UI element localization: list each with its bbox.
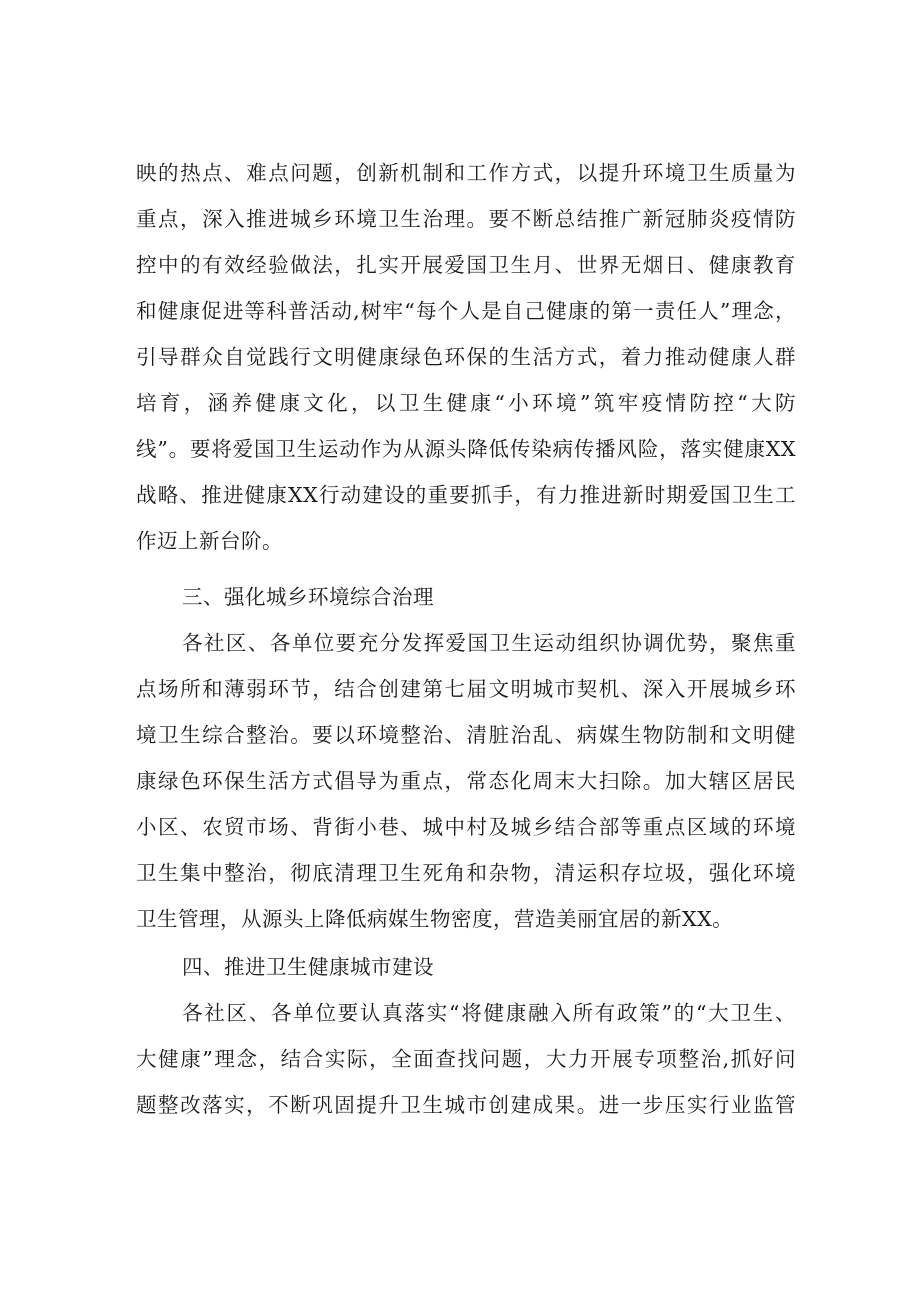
body-text-line: 卫生管理，从源头上降低病媒生物密度，营造美丽宜居的新XX。: [136, 907, 734, 931]
body-text-line: 卫生集中整治，彻底清理卫生死角和杂物，清运积存垃圾，强化环境: [136, 861, 796, 885]
body-text-line: 大健康”理念，结合实际，全面查找问题，大力开展专项整治,抓好问: [136, 1047, 796, 1071]
body-text-line: 培育，涵养健康文化，以卫生健康“小环境”筑牢疫情防控“大防: [136, 391, 796, 415]
section-heading-4: 四、推进卫生健康城市建设: [182, 955, 434, 979]
body-text-line: 题整改落实，不断巩固提升卫生城市创建成果。进一步压实行业监管: [136, 1093, 796, 1117]
section-heading-3: 三、强化城乡环境综合治理: [182, 585, 434, 609]
body-text-line: 控中的有效经验做法，扎实开展爱国卫生月、世界无烟日、健康教育: [136, 253, 796, 277]
body-text-line: 重点，深入推进城乡环境卫生治理。要不断总结推广新冠肺炎疫情防: [136, 207, 796, 231]
body-text-line: 和健康促进等科普活动,树牢“每个人是自己健康的第一责任人”理念，: [136, 299, 796, 323]
body-text-line: 线”。要将爱国卫生运动作为从源头降低传染病传播风险，落实健康XX: [136, 437, 796, 461]
body-text-line: 映的热点、难点问题，创新机制和工作方式，以提升环境卫生质量为: [136, 161, 796, 185]
body-text-line: 各社区、各单位要认真落实“将健康融入所有政策”的“大卫生、: [182, 1001, 796, 1025]
body-text-line: 引导群众自觉践行文明健康绿色环保的生活方式，着力推动健康人群: [136, 345, 796, 369]
body-text-line: 各社区、各单位要充分发挥爱国卫生运动组织协调优势，聚焦重: [182, 631, 796, 655]
body-text-line: 境卫生综合整治。要以环境整治、清脏治乱、病媒生物防制和文明健: [136, 723, 796, 747]
body-text-line: 战略、推进健康XX行动建设的重要抓手，有力推进新时期爱国卫生工: [136, 483, 796, 507]
body-text-line: 小区、农贸市场、背街小巷、城中村及城乡结合部等重点区域的环境: [136, 815, 796, 839]
body-text-line: 作迈上新台阶。: [136, 529, 283, 553]
body-text-line: 康绿色环保生活方式倡导为重点，常态化周末大扫除。加大辖区居民: [136, 769, 796, 793]
body-text-line: 点场所和薄弱环节，结合创建第七届文明城市契机、深入开展城乡环: [136, 677, 796, 701]
